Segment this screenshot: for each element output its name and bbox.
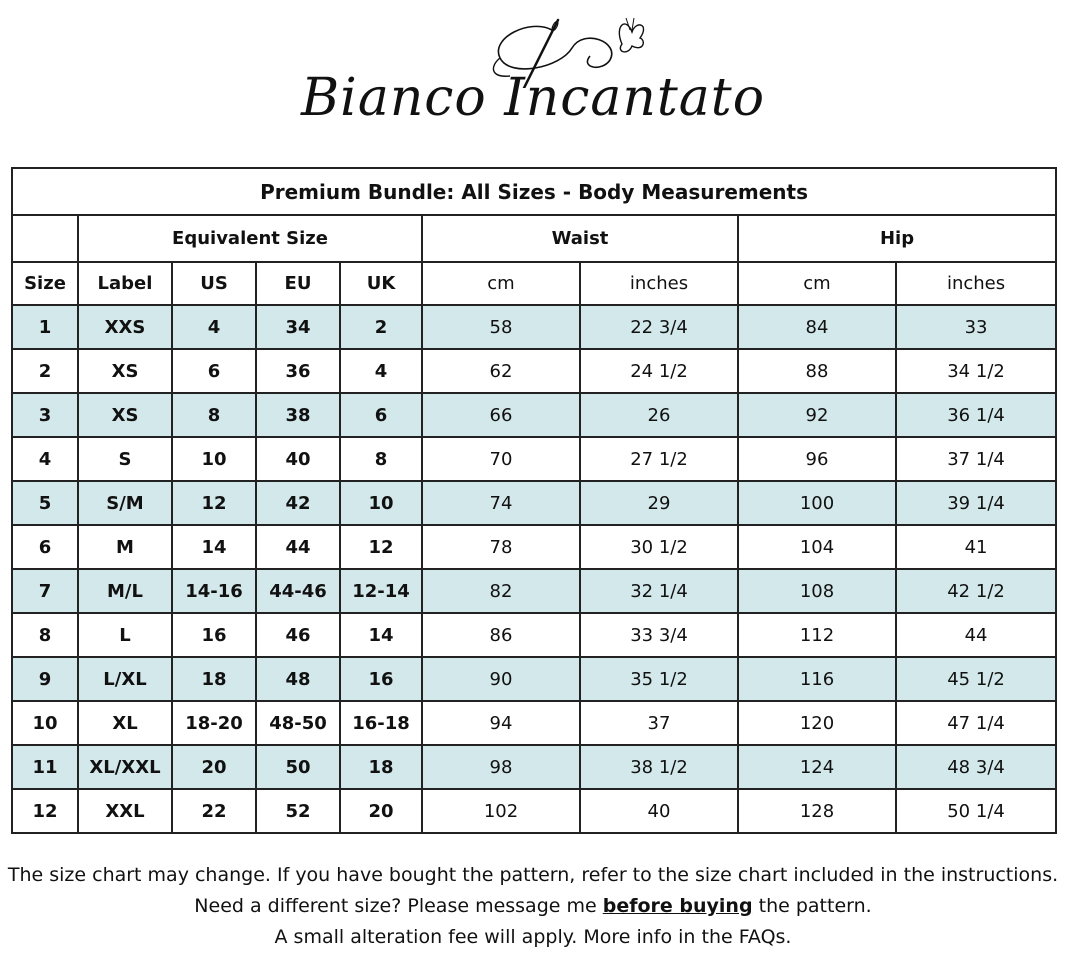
table-title-row	[12, 168, 1056, 215]
cell-label: XXS	[78, 305, 172, 349]
cell-size: 9	[12, 657, 78, 701]
cell-waist-inches: 40	[580, 789, 738, 833]
cell-hip-cm: 112	[738, 613, 896, 657]
cell-eu: 42	[256, 481, 340, 525]
cell-hip-cm: 128	[738, 789, 896, 833]
cell-hip-cm: 124	[738, 745, 896, 789]
cell-waist-cm: 90	[422, 657, 580, 701]
cell-us: 20	[172, 745, 256, 789]
cell-uk: 20	[340, 789, 422, 833]
footer-line-2	[0, 891, 1066, 922]
cell-uk: 10	[340, 481, 422, 525]
cell-waist-inches: 22 3/4	[580, 305, 738, 349]
cell-size: 7	[12, 569, 78, 613]
table-row	[12, 745, 1056, 789]
cell-size: 4	[12, 437, 78, 481]
cell-waist-inches: 27 1/2	[580, 437, 738, 481]
cell-size: 6	[12, 525, 78, 569]
cell-size: 11	[12, 745, 78, 789]
cell-waist-inches: 26	[580, 393, 738, 437]
cell-label: XXL	[78, 789, 172, 833]
cell-hip-inches: 34 1/2	[896, 349, 1056, 393]
table-row	[12, 481, 1056, 525]
cell-waist-inches: 32 1/4	[580, 569, 738, 613]
cell-size: 10	[12, 701, 78, 745]
table-row	[12, 393, 1056, 437]
cell-size: 3	[12, 393, 78, 437]
table-row	[12, 569, 1056, 613]
column-header-row	[12, 262, 1056, 305]
cell-hip-inches: 50 1/4	[896, 789, 1056, 833]
cell-uk: 8	[340, 437, 422, 481]
cell-uk: 4	[340, 349, 422, 393]
cell-waist-cm: 86	[422, 613, 580, 657]
cell-label: L	[78, 613, 172, 657]
table-row	[12, 305, 1056, 349]
cell-waist-inches: 33 3/4	[580, 613, 738, 657]
cell-uk: 6	[340, 393, 422, 437]
cell-us: 18	[172, 657, 256, 701]
cell-uk: 18	[340, 745, 422, 789]
cell-eu: 44	[256, 525, 340, 569]
cell-label: S/M	[78, 481, 172, 525]
footer-line-3: A small alteration fee will apply. More info in the FAQs.	[274, 926, 792, 948]
cell-size: 1	[12, 305, 78, 349]
cell-hip-cm: 100	[738, 481, 896, 525]
cell-waist-cm: 102	[422, 789, 580, 833]
cell-hip-cm: 108	[738, 569, 896, 613]
column-header-hip-inches: inches	[896, 262, 1056, 305]
table-row	[12, 701, 1056, 745]
cell-uk: 16	[340, 657, 422, 701]
cell-hip-cm: 84	[738, 305, 896, 349]
cell-hip-cm: 96	[738, 437, 896, 481]
column-header-waist-cm: cm	[422, 262, 580, 305]
cell-eu: 34	[256, 305, 340, 349]
group-header-waist: Waist	[422, 215, 738, 262]
cell-eu: 46	[256, 613, 340, 657]
brand-name: Bianco Incantato	[300, 68, 766, 128]
cell-eu: 48	[256, 657, 340, 701]
cell-us: 14	[172, 525, 256, 569]
cell-waist-cm: 58	[422, 305, 580, 349]
column-header-label: Label	[78, 262, 172, 305]
cell-uk: 12	[340, 525, 422, 569]
cell-eu: 44-46	[256, 569, 340, 613]
cell-hip-cm: 120	[738, 701, 896, 745]
cell-label: S	[78, 437, 172, 481]
cell-us: 18-20	[172, 701, 256, 745]
cell-hip-cm: 116	[738, 657, 896, 701]
table-row	[12, 525, 1056, 569]
cell-hip-inches: 39 1/4	[896, 481, 1056, 525]
cell-label: M/L	[78, 569, 172, 613]
cell-hip-inches: 33	[896, 305, 1056, 349]
footer-line-2-before: Need a different size? Please message me	[194, 895, 603, 917]
cell-us: 8	[172, 393, 256, 437]
cell-label: XL/XXL	[78, 745, 172, 789]
brand-logo	[0, 0, 1066, 160]
cell-waist-cm: 82	[422, 569, 580, 613]
cell-waist-cm: 74	[422, 481, 580, 525]
cell-eu: 38	[256, 393, 340, 437]
footer-emphasis: before buying	[602, 895, 753, 917]
cell-hip-inches: 42 1/2	[896, 569, 1056, 613]
table-row	[12, 437, 1056, 481]
column-header-size: Size	[12, 262, 78, 305]
cell-us: 16	[172, 613, 256, 657]
group-header-hip: Hip	[738, 215, 1056, 262]
cell-label: L/XL	[78, 657, 172, 701]
cell-waist-cm: 66	[422, 393, 580, 437]
cell-us: 22	[172, 789, 256, 833]
cell-waist-cm: 70	[422, 437, 580, 481]
cell-waist-inches: 24 1/2	[580, 349, 738, 393]
table-title: Premium Bundle: All Sizes - Body Measurements	[12, 168, 1056, 215]
table-row	[12, 789, 1056, 833]
group-header-empty	[12, 215, 78, 262]
cell-eu: 48-50	[256, 701, 340, 745]
cell-uk: 16-18	[340, 701, 422, 745]
cell-label: XS	[78, 349, 172, 393]
column-header-us: US	[172, 262, 256, 305]
cell-waist-cm: 98	[422, 745, 580, 789]
cell-waist-inches: 35 1/2	[580, 657, 738, 701]
group-header-equivalent: Equivalent Size	[78, 215, 422, 262]
cell-waist-cm: 78	[422, 525, 580, 569]
table-row	[12, 657, 1056, 701]
column-header-uk: UK	[340, 262, 422, 305]
size-chart-table	[11, 167, 1057, 834]
cell-hip-inches: 47 1/4	[896, 701, 1056, 745]
cell-size: 5	[12, 481, 78, 525]
cell-hip-inches: 37 1/4	[896, 437, 1056, 481]
cell-hip-cm: 88	[738, 349, 896, 393]
cell-hip-inches: 44	[896, 613, 1056, 657]
cell-label: XS	[78, 393, 172, 437]
cell-waist-inches: 30 1/2	[580, 525, 738, 569]
footer-line-1: The size chart may change. If you have bought the pattern, refer to the size chart included in the instructions.	[7, 864, 1059, 886]
cell-eu: 52	[256, 789, 340, 833]
cell-eu: 40	[256, 437, 340, 481]
cell-us: 14-16	[172, 569, 256, 613]
column-header-waist-inches: inches	[580, 262, 738, 305]
cell-us: 6	[172, 349, 256, 393]
table-row	[12, 349, 1056, 393]
cell-hip-inches: 36 1/4	[896, 393, 1056, 437]
cell-waist-cm: 94	[422, 701, 580, 745]
column-header-eu: EU	[256, 262, 340, 305]
cell-hip-cm: 104	[738, 525, 896, 569]
cell-eu: 36	[256, 349, 340, 393]
cell-waist-inches: 38 1/2	[580, 745, 738, 789]
cell-us: 12	[172, 481, 256, 525]
cell-uk: 12-14	[340, 569, 422, 613]
cell-us: 10	[172, 437, 256, 481]
footer-line-2-after: the pattern.	[752, 895, 872, 917]
group-header-row	[12, 215, 1056, 262]
cell-uk: 14	[340, 613, 422, 657]
cell-label: M	[78, 525, 172, 569]
cell-waist-inches: 29	[580, 481, 738, 525]
cell-eu: 50	[256, 745, 340, 789]
cell-size: 8	[12, 613, 78, 657]
footer-note	[0, 860, 1066, 953]
cell-size: 12	[12, 789, 78, 833]
cell-hip-inches: 45 1/2	[896, 657, 1056, 701]
cell-label: XL	[78, 701, 172, 745]
cell-size: 2	[12, 349, 78, 393]
column-header-hip-cm: cm	[738, 262, 896, 305]
table-row	[12, 613, 1056, 657]
cell-waist-cm: 62	[422, 349, 580, 393]
cell-hip-inches: 41	[896, 525, 1056, 569]
cell-us: 4	[172, 305, 256, 349]
cell-hip-cm: 92	[738, 393, 896, 437]
cell-hip-inches: 48 3/4	[896, 745, 1056, 789]
cell-waist-inches: 37	[580, 701, 738, 745]
cell-uk: 2	[340, 305, 422, 349]
